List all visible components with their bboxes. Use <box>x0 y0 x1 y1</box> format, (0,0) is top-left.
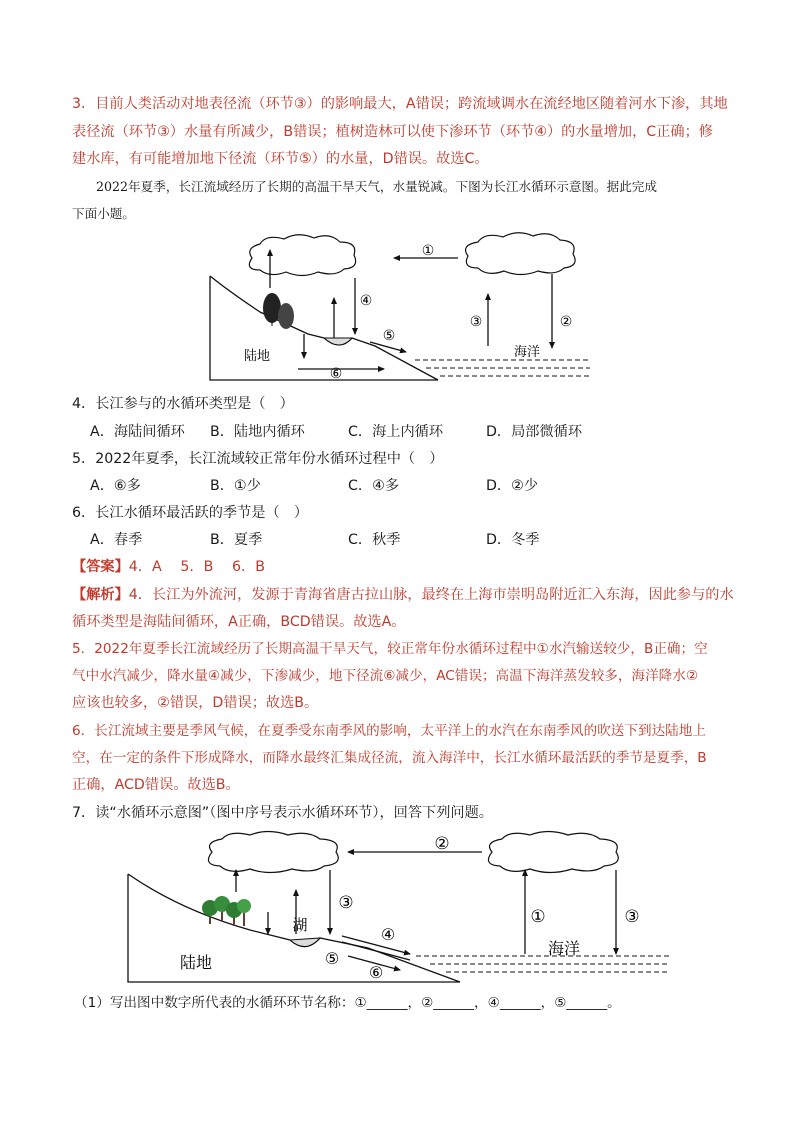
answer-text: 4．A 5．B 6．B <box>128 559 265 575</box>
q7-sub1: （1）写出图中数字所代表的水循环环节名称：①______，②______，④______，⑤______。 <box>74 995 621 1011</box>
q4-option-a[interactable]: A．海陆间循环 <box>90 424 185 440</box>
q7-question: 7．读“水循环示意图”（图中序号表示水循环环节），回答下列问题。 <box>72 805 493 821</box>
label-arrow-4: ④ <box>359 293 373 309</box>
stem-line-2: 下面小题。 <box>72 206 135 221</box>
q3-analysis-line-3: 建水库，有可能增加地下径流（环节⑤）的水量，D错误。故选C。 <box>72 151 489 167</box>
q4-option-d[interactable]: D．局部微循环 <box>486 424 583 440</box>
label-lake: 湖 <box>292 916 308 934</box>
q5-option-a[interactable]: A．⑥多 <box>90 478 141 494</box>
q6-question: 6．长江水循环最活跃的季节是（ ） <box>72 505 309 521</box>
label-arrow-6: ⑥ <box>329 366 343 382</box>
label-arrow-3: ③ <box>469 314 483 330</box>
label-arrow-1: ① <box>421 243 435 259</box>
label-land: 陆地 <box>180 953 213 972</box>
label-arrow-5: ⑤ <box>324 949 340 968</box>
label-arrow-1: ① <box>530 907 546 927</box>
stem-line-1: 2022年夏季，长江流域经历了长期的高温干旱天气，水量锐减。下图为长江水循环示意图。据此完成 <box>96 179 657 194</box>
label-arrow-3-land: ③ <box>338 893 354 913</box>
label-land: 陆地 <box>244 349 271 364</box>
analysis-6-line-1: 6．长江流域主要是季风气候，在夏季受东南季风的影响，太平洋上的水汽在东南季风的吹送下到达陆地上 <box>72 723 706 739</box>
analysis-4-line-1: 4．长江为外流河，发源于青海省唐古拉山脉，最终在上海市崇明岛附近汇入东海，因此参与的水 <box>128 587 734 603</box>
q4-question: 4．长江参与的水循环类型是（ ） <box>72 396 294 412</box>
label-ocean: 海洋 <box>514 345 541 360</box>
label-arrow-3-ocean: ③ <box>624 907 640 927</box>
answer-line <box>72 557 265 577</box>
q6-option-c[interactable]: C．秋季 <box>348 532 401 548</box>
q5-option-b[interactable]: B．①少 <box>210 478 261 494</box>
q4-option-b[interactable]: B．陆地内循环 <box>210 424 305 440</box>
analysis-5-line-2: 气中水汽减少，降水量④减少，下渗减少，地下径流⑥减少，AC错误；高温下海洋蒸发较多，海洋降水② <box>72 668 699 684</box>
label-arrow-4: ④ <box>380 925 396 944</box>
water-cycle-diagram-2 <box>120 830 680 990</box>
q6-option-d[interactable]: D．冬季 <box>486 532 540 548</box>
q3-analysis-line-1: 3．目前人类活动对地表径流（环节③）的影响最大，A错误；跨流域调水在流经地区随着河水下渗，其地 <box>72 96 728 112</box>
q5-question: 5．2022年夏季，长江流域较正常年份水循环过程中（ ） <box>72 451 444 467</box>
cloud-right-icon <box>466 233 576 275</box>
analysis-5-line-3: 应该也较多，②错误，D错误；故选B。 <box>72 695 319 711</box>
cloud-left-icon <box>208 832 338 873</box>
q3-analysis-line-2: 表径流（环节③）水量有所减少，B错误；植树造林可以使下渗环节（环节④）的水量增加，C正确；修 <box>72 124 713 140</box>
analysis-tag: 【解析】 <box>72 587 129 603</box>
q5-option-d[interactable]: D．②少 <box>486 478 539 494</box>
label-arrow-2: ② <box>434 834 450 854</box>
q6-option-a[interactable]: A．春季 <box>90 532 143 548</box>
q5-option-c[interactable]: C．④多 <box>348 478 400 494</box>
water-cycle-diagram-1 <box>200 228 600 384</box>
analysis-6-line-2: 空，在一定的条件下形成降水，而降水最终汇集成径流，流入海洋中，长江水循环最活跃的季节是夏季，B <box>72 750 707 766</box>
label-arrow-6: ⑥ <box>368 963 384 982</box>
answer-tag: 【答案】 <box>72 559 129 575</box>
cloud-right-icon <box>488 832 618 873</box>
analysis-4-line-2: 循环类型是海陆间循环，A正确，BCD错误。故选A。 <box>72 614 406 630</box>
analysis-line-1 <box>72 585 734 605</box>
label-arrow-5: ⑤ <box>382 328 396 344</box>
q6-option-b[interactable]: B．夏季 <box>210 532 263 548</box>
q4-option-c[interactable]: C．海上内循环 <box>348 424 444 440</box>
analysis-6-line-3: 正确，ACD错误。故选B。 <box>72 777 240 793</box>
analysis-5-line-1: 5．2022年夏季长江流域经历了长期高温干旱天气，较正常年份水循环过程中①水汽输送较少，B正确；空 <box>72 641 708 657</box>
label-ocean: 海洋 <box>548 939 581 958</box>
label-arrow-2: ② <box>559 314 573 330</box>
cloud-left-icon <box>249 235 355 276</box>
